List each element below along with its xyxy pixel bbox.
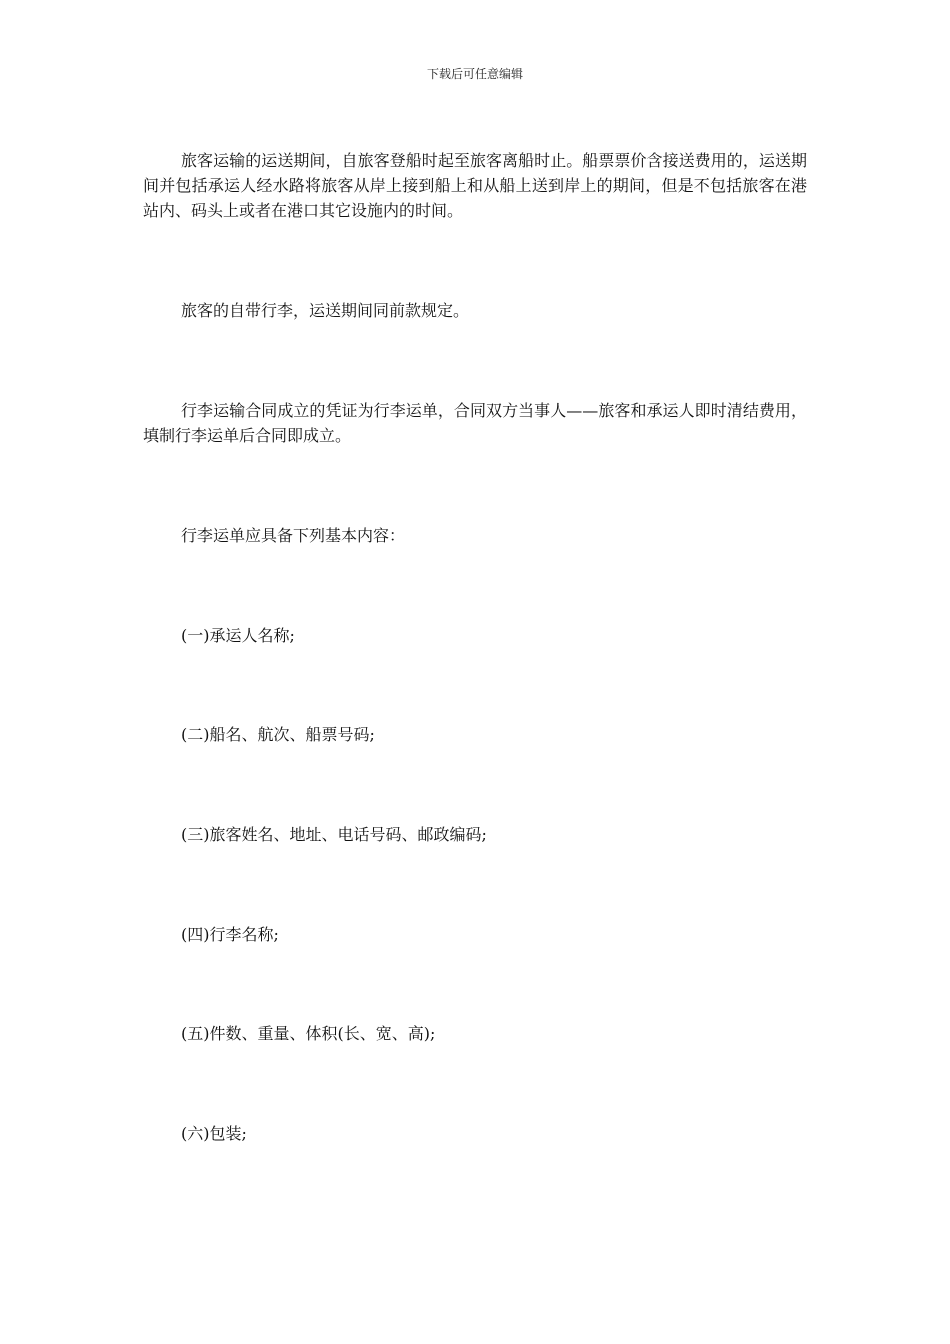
list-item: (五)件数、重量、体积(长、宽、高);: [181, 1024, 436, 1043]
list-item: (一)承运人名称;: [181, 626, 295, 645]
list-item: (四)行李名称;: [181, 925, 279, 944]
list-item: (六)包装;: [181, 1124, 247, 1143]
list-item: (三)旅客姓名、地址、电话号码、邮政编码;: [181, 825, 487, 844]
page-header-note: 下载后可任意编辑: [426, 67, 523, 81]
paragraph-carry-on-luggage: 旅客的自带行李，运送期间同前款规定。: [181, 301, 470, 320]
paragraph-transport-period: 旅客运输的运送期间，自旅客登船时起至旅客离船时止。船票票价含接送费用的，运送期间并包括承运人经水路将旅客从岸上接到船上和从船上送到岸上的期间，但是不包括旅客在港站内、码头上或者在港口其它设施内的时间。: [143, 151, 807, 220]
list-item: (二)船名、航次、船票号码;: [181, 725, 375, 744]
paragraph-luggage-contract: 行李运输合同成立的凭证为行李运单，合同双方当事人——旅客和承运人即时清结费用，填制行李运单后合同即成立。: [143, 401, 807, 445]
paragraph-waybill-contents: 行李运单应具备下列基本内容：: [181, 526, 406, 545]
